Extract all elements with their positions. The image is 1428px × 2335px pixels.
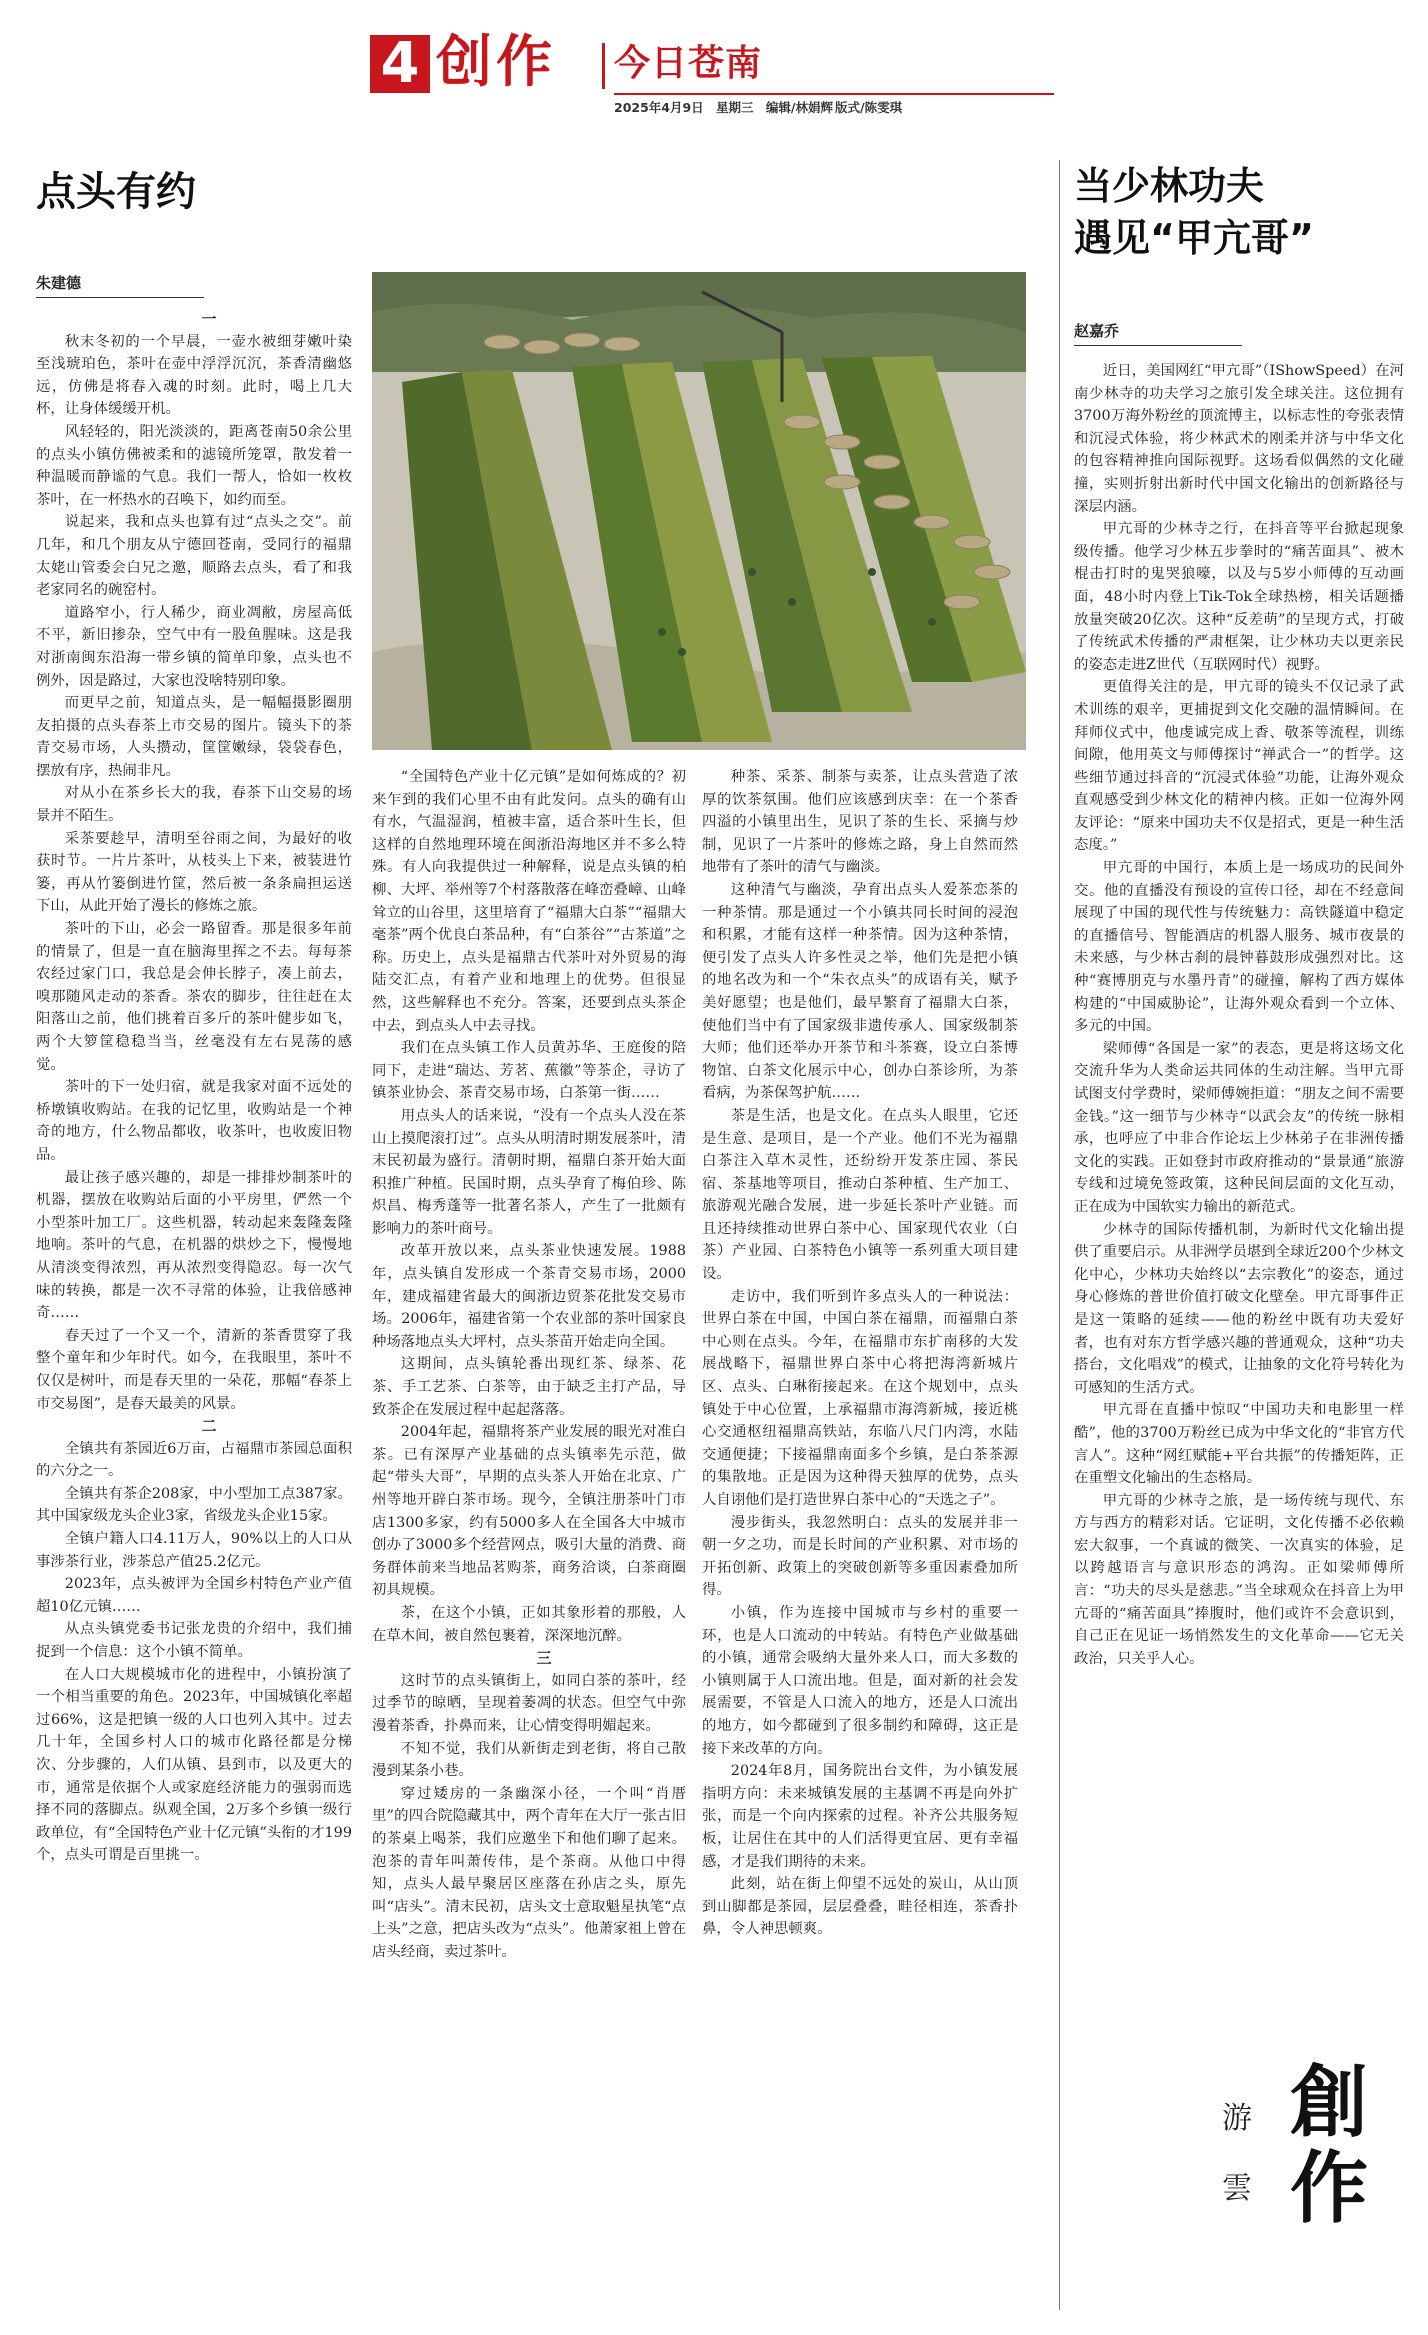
editor-credit: 编辑/林娟辉 — [765, 100, 833, 115]
calligraphy-char: 創 — [1290, 2057, 1369, 2148]
article1-column-3 — [702, 766, 1018, 1941]
masthead-divider — [602, 43, 605, 89]
article2-byline-rule — [1074, 345, 1242, 346]
calligraphy-char: 雲 — [1222, 2171, 1252, 2206]
paragraph: 从点头镇党委书记张龙贵的介绍中，我们捕捉到一个信息：这个小镇不简单。 — [36, 1621, 352, 1661]
paragraph: 改革开放以来，点头茶业快速发展。1988年，点头镇自发形成一个茶青交易市场，2000年，建成福建省最大的闽浙边贸茶花批发交易市场。2006年，福建省第一个农业部的茶叶国家良种场落地点头大坪村，点头茶苗开始走向全国。 — [372, 1243, 686, 1350]
paper-name: 今日苍南 — [614, 43, 763, 84]
paragraph: 近日，美国网红“甲亢哥”（IShowSpeed）在河南少林寺的功夫学习之旅引发全球关注。这位拥有3700万海外粉丝的顶流博主，以标志性的夸张表情和沉浸式体验，将少林武术的刚柔并济与中华文化的包容精神推向国际视野。这场看似偶然的文化碰撞，实则折射出新时代中国文化输出的创新路径与深层内涵。 — [1074, 363, 1404, 515]
tea-field-photo — [372, 272, 1026, 750]
masthead-info — [614, 98, 1064, 116]
article1-byline-rule — [36, 297, 204, 298]
paragraph: 这时节的点头镇街上，如同白茶的茶叶，经过季节的晾晒，呈现着萎凋的状态。但空气中弥漫着茶香，扑鼻而来，让心情变得明媚起来。 — [372, 1672, 686, 1734]
paragraph: 采茶要趁早，清明至谷雨之间，为最好的收获时节。一片片茶叶，从枝头上下来，被装进竹篓，再从竹篓倒进竹筐，然后被一条条扁担运送下山，从此开始了漫长的修炼之旅。 — [36, 830, 352, 915]
paragraph: 全镇户籍人口4.11万人，90%以上的人口从事涉茶行业，涉茶总产值25.2亿元。 — [36, 1531, 352, 1570]
article1-author: 朱建德 — [36, 274, 82, 292]
article2-title-line-2: 遇见“甲亢哥” — [1074, 216, 1314, 260]
calligraphy-char: 游 — [1222, 2101, 1252, 2136]
masthead — [370, 30, 1060, 115]
article1-column-2 — [372, 766, 686, 1963]
paragraph: 少林寺的国际传播机制，为新时代文化输出提供了重要启示。从非洲学员堪到全球近200个少林文化中心，少林功夫始终以“去宗教化”的姿态，通过身心修炼的普世价值打破文化壁垒。甲亢哥事件正是这一策略的延续——他的粉丝中既有功夫爱好者，也有对东方哲学感兴趣的普通观众，这种“功夫搭台，文化唱戏”的模式，让抽象的文化符号转化为可感知的生活方式。 — [1074, 1221, 1404, 1396]
paragraph: 不知不觉，我们从新街走到老街，将自己散漫到某条小巷。 — [372, 1740, 686, 1780]
article2-title-line-1: 当少林功夫 — [1074, 164, 1265, 208]
paragraph: 2024年8月，国务院出台文件，为小镇发展指明方向：未来城镇发展的主基调不再是向外扩张，而是一个向内探索的过程。补齐公共服务短板，让居住在其中的人们活得更宜居、更有幸福感，才是我们期待的未来。 — [702, 1763, 1018, 1870]
article2-column — [1074, 360, 1404, 1670]
article1-title: 点头有约 — [36, 169, 196, 215]
paragraph: 2023年，点头被评为全国乡村特色产业产值超10亿元镇…… — [36, 1576, 352, 1615]
masthead-rule — [614, 93, 1054, 95]
paragraph: 在人口大规模城市化的进程中，小镇扮演了一个相当重要的角色。2023年，中国城镇化率超过66%，这是把镇一级的人口也列入其中。过去几十年，全国乡村人口的城市化路径都是分梯次、分步骤的，人们从镇、县到市，以及更大的市，通常是依据个人或家庭经济能力的强弱而选择不同的落脚点。纵观全国，2万多个乡镇一级行政单位，有“全国特色产业十亿元镇”头衔的才199个，点头可谓是百里挑一。 — [36, 1666, 352, 1864]
paragraph: 说起来，我和点头也算有过“点头之交”。前几年，和几个朋友从宁德回苍南，受同行的福鼎太姥山管委会白兄之邀，顺路去点头，看了和我老家同名的碗窑村。 — [36, 514, 352, 599]
paragraph: 最让孩子感兴趣的，却是一排排炒制茶叶的机器，摆放在收购站后面的小平房里，俨然一个小型茶叶加工厂。这些机器，转动起来轰隆轰隆地响。茶叶的气息，在机器的烘炒之下，慢慢地从清淡变得浓烈，再从浓烈变得隐忍。每一次气味的转换，都是一次不寻常的体验，让我倍感神奇…… — [36, 1169, 352, 1322]
paragraph: 对从小在茶乡长大的我，春茶下山交易的场景并不陌生。 — [36, 785, 352, 825]
article1-column-1 — [36, 308, 352, 1867]
paragraph: 甲亢哥的少林寺之旅，是一场传统与现代、东方与西方的精彩对话。它证明，文化传播不必依赖宏大叙事，一个真诚的微笑、一次真实的体验，足以跨越语言与意识形态的鸿沟。正如梁师傅所言：“功夫的尽头是慈悲。”当全球观众在抖音上为甲亢哥的“痛苦面具”捧腹时，他们或许不会意识到，自己正在见证一场悄然发生的文化革命——它无关政治，只关乎人心。 — [1074, 1492, 1404, 1667]
paragraph: 穿过矮房的一条幽深小径，一个叫“肖厝里”的四合院隐藏其中，两个青年在大厅一张古旧的茶桌上喝茶，我们应邀坐下和他们聊了起来。泡茶的青年叫萧传伟，是个茶商。从他口中得知，点头人最早聚居区座落在孙店之头，原先叫“店头”。清末民初，店头文士意取魁星执笔“点上头”之意，把店头改为“点头”。他萧家祖上曾在店头经商，卖过茶叶。 — [372, 1785, 686, 1960]
paragraph: 春天过了一个又一个，清新的茶香贯穿了我整个童年和少年时代。如今，在我眼里，茶叶不仅仅是树叶，而是春天里的一朵花，那幅“春茶上市交易图”，是春天最美的风景。 — [36, 1327, 352, 1412]
paragraph: 2004年起，福鼎将茶产业发展的眼光对准白茶。已有深厚产业基础的点头镇率先示范，做起“带头大哥”，早期的点头茶人开始在北京、广州等地开辟白茶市场。现今，全镇注册茶叶门市店1300多家，约有5000多人在全国各大中城市创办了3000多个经营网点，吸引大量的消费、商务群体前来当地品茗购茶，商务洽谈，白茶商圈初具规模。 — [372, 1424, 686, 1599]
paragraph: 甲亢哥在直播中惊叹“中国功夫和电影里一样酷”，他的3700万粉丝已成为中华文化的“非官方代言人”。这种“网红赋能+平台共振”的传播矩阵，正在重塑文化输出的生态格局。 — [1074, 1402, 1404, 1487]
paragraph: 茶，在这个小镇，正如其象形着的那般，人在草木间，被自然包裹着，深深地沉醉。 — [372, 1604, 686, 1644]
section-heading: 一 — [201, 310, 217, 328]
article2-author: 赵嘉乔 — [1074, 322, 1120, 340]
paragraph: 而更早之前，知道点头，是一幅幅摄影圈朋友拍摄的点头春茶上市交易的图片。镜头下的茶青交易市场，人头攒动，筐筐嫩绿，袋袋春色，摆放有序，热闹非凡。 — [36, 695, 352, 779]
page-number: 4 — [370, 35, 430, 93]
paragraph: 我们在点头镇工作人员黄苏华、王庭俊的陪同下，走进“瑞达、芳茗、蕉徽”等茶企，寻访了镇茶业协会、茶青交易市场，白茶第一街…… — [372, 1040, 686, 1102]
paragraph: 茶是生活，也是文化。在点头人眼里，它还是生意、是项目，是一个产业。他们不光为福鼎白茶注入草木灵性，还纷纷开发茶庄园、茶民宿、茶基地等项目，推动白茶种植、生产加工、旅游观光融合发展，进一步延长茶叶产业链。而且还持续推动世界白茶中心、国家现代农业（白茶）产业园、白茶特色小镇等一系列重大项目建设。 — [702, 1107, 1018, 1283]
paragraph: 更值得关注的是，甲亢哥的镜头不仅记录了武术训练的艰辛，更捕捉到文化交融的温情瞬间。在拜师仪式中，他虔诚完成上香、敬茶等流程，训练间隙，他用英文与师傅探讨“禅武合一”的哲学。这些细节通过抖音的“沉浸式体验”功能，让海外观众直观感受到少林文化的精神内核。正如一位海外网友评论：“原来中国功夫不仅是招式，更是一种生活态度。” — [1074, 679, 1404, 854]
issue-date: 2025年4月9日 — [614, 100, 704, 115]
calligraphy-small — [1222, 2084, 1252, 2224]
paragraph: 此刻，站在街上仰望不远处的炭山，从山顶到山脚都是茶园，层层叠叠，畦径相连，茶香扑鼻，令人神思顿爽。 — [702, 1876, 1018, 1938]
paragraph: 秋末冬初的一个早晨，一壶水被细芽嫩叶染至浅琥珀色，茶叶在壶中浮浮沉沉，茶香清幽悠远，仿佛是将春入魂的时刻。此时，喝上几大杯，让身体缓缓开机。 — [36, 333, 352, 418]
calligraphy-large — [1290, 2057, 1369, 2234]
tea-drying-scene-image — [372, 272, 1026, 750]
paragraph: 种茶、采茶、制茶与卖茶，让点头营造了浓厚的饮茶氛围。他们应该感到庆幸：在一个茶香四溢的小镇里出生，见识了茶的生长、采摘与炒制，见识了一片茶叶的修炼之路，身上自然而然地带有了茶叶的清气与幽淡。 — [702, 769, 1018, 876]
paragraph: 甲亢哥的少林寺之行，在抖音等平台掀起现象级传播。他学习少林五步拳时的“痛苦面具”、被木棍击打时的鬼哭狼嚎，以及与5岁小师傅的互动画面，48小时内登上Tik-Tok全球热榜，相关话题播放量突破20亿次。这种“反差萌”的呈现方式，打破了传统武术传播的严肃框架，让少林功夫以更亲民的姿态走进Z世代（互联网时代）视野。 — [1074, 521, 1404, 673]
section-heading: 二 — [201, 1417, 217, 1436]
paragraph: 用点头人的话来说，“没有一个点头人没在茶山上摸爬滚打过”。点头从明清时期发展茶叶，清末民初最为盛行。清朝时期，福鼎白茶开始大面积推广种植。民国时期，点头孕育了梅伯珍、陈炽昌、梅秀蓬等一批著名茶人，产生了一批颇有影响力的茶叶商号。 — [372, 1107, 686, 1237]
column-divider — [1059, 160, 1060, 2310]
paragraph: 全镇共有茶园近6万亩，占福鼎市茶园总面积的六分之一。 — [36, 1440, 352, 1480]
paragraph: “全国特色产业十亿元镇”是如何炼成的？初来乍到的我们心里不由有此发问。点头的确有山有水，气温湿润，植被丰富，适合茶叶生长，但这样的自然地理环境在闽浙沿海地区并不多么特殊。有人向我提供过一种解释，说是点头镇的柏柳、大坪、举州等7个村落散落在峰峦叠嶂、山峰耸立的山谷里，这里培育了“福鼎大白茶”“福鼎大毫茶”两个优良白茶品种，有“白茶谷”“古茶道”之称。历史上，点头是福鼎古代茶叶对外贸易的海陆交汇点，有着产业和地理上的优势。但很显然，这些解释也不充分。答案，还要到点头茶企中去，到点头人中去寻找。 — [372, 769, 686, 1034]
issue-weekday: 星期三 — [716, 100, 754, 115]
paragraph: 这期间，点头镇轮番出现红茶、绿茶、花茶、手工艺茶、白茶等，由于缺乏主打产品，导致茶企在发展过程中起起落落。 — [372, 1356, 686, 1418]
section-title: 创作 — [436, 30, 556, 95]
paragraph: 茶叶的下一处归宿，就是我家对面不远处的桥墩镇收购站。在我的记忆里，收购站是一个神奇的地方，什么物品都收，收茶叶，也收废旧物品。 — [36, 1079, 352, 1163]
paragraph: 全镇共有茶企208家，中小型加工点387家。其中国家级龙头企业3家，省级龙头企业15家。 — [36, 1485, 352, 1525]
calligraphy-char: 作 — [1290, 2143, 1369, 2234]
paragraph: 小镇，作为连接中国城市与乡村的重要一环，也是人口流动的中转站。有特色产业做基础的小镇，通常会吸纳大量外来人口，而大多数的小镇则属于人口流出地。但是，面对新的社会发展需要，不管是人口流入的地方，还是人口流出的地方，如今都碰到了很多制约和障碍，这正是接下来改革的方向。 — [702, 1604, 1018, 1757]
paragraph: 漫步街头，我忽然明白：点头的发展并非一朝一夕之功，而是长时间的产业积累、对市场的开拓创新、政策上的突破创新等多重因素叠加所得。 — [702, 1514, 1018, 1599]
section-heading: 三 — [536, 1649, 552, 1668]
paragraph: 茶叶的下山，必会一路留香。那是很多年前的情景了，但是一直在脑海里挥之不去。每每茶农经过家门口，我总是会伸长脖子，凑上前去，嗅那随风走动的茶香。茶农的脚步，往往赶在太阳落山之前，他们挑着百多斤的茶叶健步如飞，两个大箩筐稳稳当当，丝毫没有左右晃荡的感觉。 — [36, 921, 352, 1073]
paragraph: 走访中，我们听到许多点头人的一种说法：世界白茶在中国，中国白茶在福鼎，而福鼎白茶中心则在点头。今年，在福鼎市东扩南移的大发展战略下，福鼎世界白茶中心将把海湾新城片区、点头、白琳衔接起来。在这个规划中，点头镇处于中心位置，上承福鼎市海湾新城，接近桃心交通枢纽福鼎高铁站，东临八尺门内湾，水陆交通便捷；下接福鼎南面多个乡镇，是白茶茶源的集散地。正是因为这种得天独厚的优势，点头人自诩他们是打造世界白茶中心的“天选之子”。 — [702, 1288, 1018, 1508]
paragraph: 道路窄小，行人稀少，商业凋敝，房屋高低不平，新旧掺杂，空气中有一股鱼腥味。这是我对浙南闽东沿海一带乡镇的简单印象，点头也不例外，因是路过，大家也没啥特别印象。 — [36, 604, 352, 689]
layout-credit: 版式/陈雯琪 — [835, 100, 903, 115]
paragraph: 风轻轻的，阳光淡淡的，距离苍南50余公里的点头小镇仿佛被柔和的滤镜所笼罩，散发着一种温暖而静谧的气息。我们一帮人，恰如一枚枚茶叶，在一杯热水的召唤下，如约而至。 — [36, 423, 352, 508]
article2-title — [1074, 160, 1314, 264]
calligraphy-creation-mark — [1190, 2057, 1390, 2250]
paragraph: 梁师傅“各国是一家”的表态，更是将这场文化交流升华为人类命运共同体的生动注解。当甲亢哥试图支付学费时，梁师傅婉拒道：“朋友之间不需要金钱。”这一细节与少林寺“以武会友”的传统一脉相承，也呼应了中非合作论坛上少林弟子在非洲传播文化的实践。正如登封市政府推动的“景景通”旅游专线和过境免签政策，这种民间层面的文化互动，正在成为中国软实力输出的新范式。 — [1074, 1040, 1404, 1215]
paragraph: 甲亢哥的中国行，本质上是一场成功的民间外交。他的直播没有预设的宣传口径，却在不经意间展现了中国的现代性与传统魅力：高铁隧道中稳定的直播信号、智能酒店的机器人服务、城市夜景的未来感，与少林古刹的晨钟暮鼓形成强烈对比。这种“赛博朋克与水墨丹青”的碰撞，解构了西方媒体构建的“中国威胁论”，让海外观众看到一个立体、多元的中国。 — [1074, 860, 1404, 1035]
paragraph: 这种清气与幽淡，孕育出点头人爱茶恋茶的一种茶情。那是通过一个小镇共同长时间的浸泡和积累，才能有这样一种茶情。因为这种茶情，便引发了点头人许多性灵之举，他们先是把小镇的地名改为和一个“朱衣点头”的成语有关，赋予美好愿望；也是他们，最早繁育了福鼎大白茶，使他们当中有了国家级非遗传承人、国家级制茶大师；他们还举办开茶节和斗茶赛，设立白茶博物馆、白茶文化展示中心，创办白茶诊所，为茶看病，为茶保驾护航…… — [702, 881, 1018, 1102]
